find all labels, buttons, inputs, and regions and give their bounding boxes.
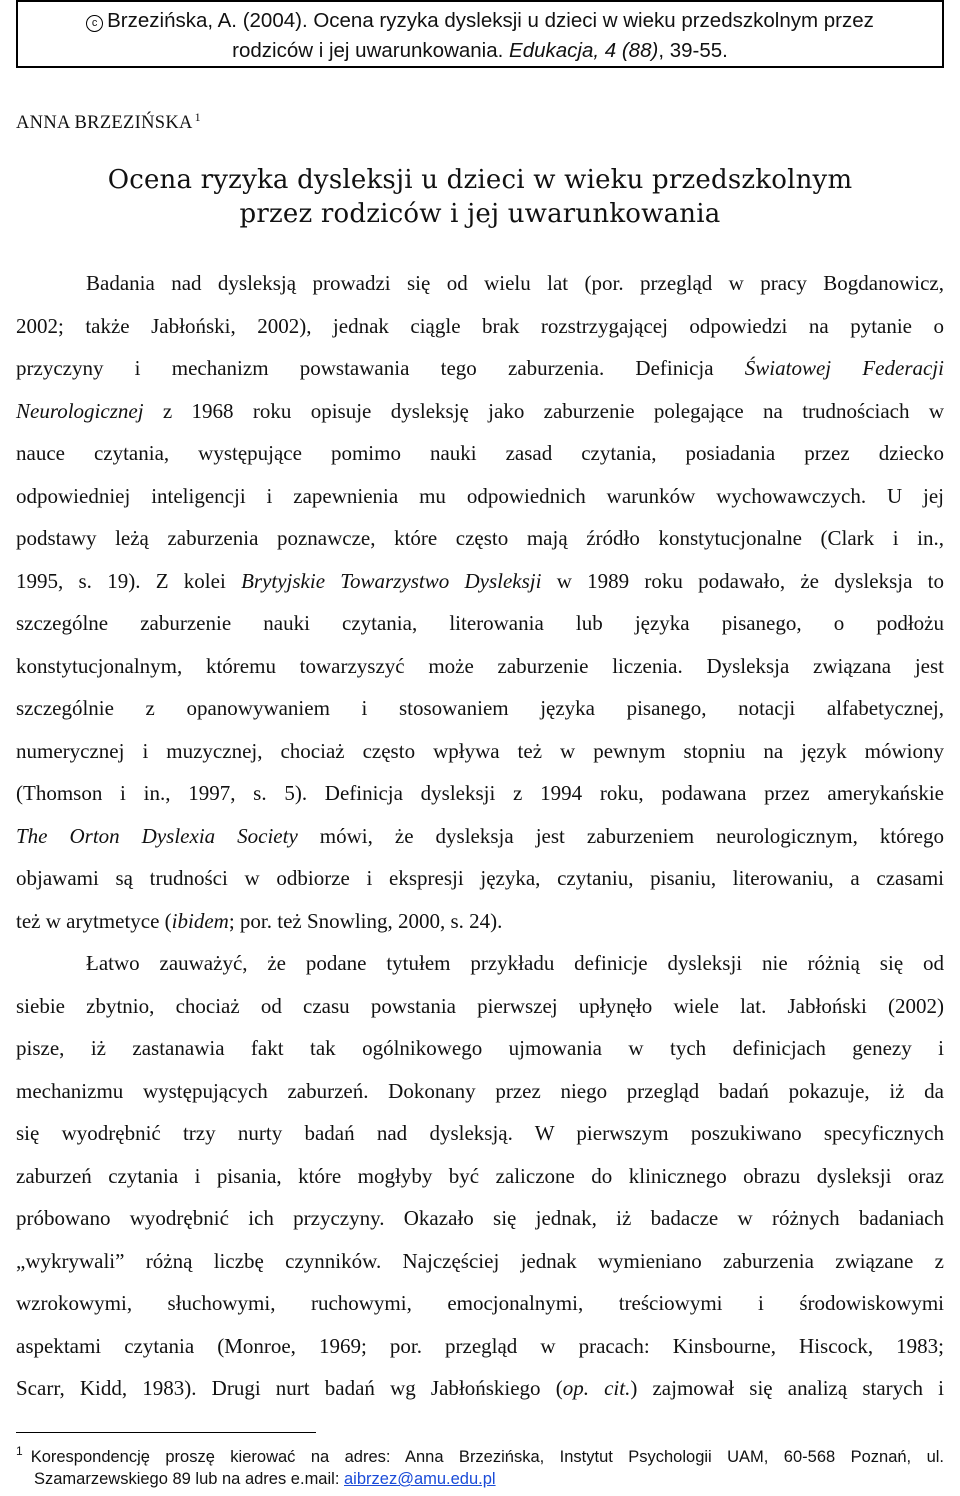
title-line-1: Ocena ryzyka dysleksji u dzieci w wieku przedszkolnym — [107, 165, 853, 196]
body-line: Łatwo zauważyć, że podane tytułem przykładu definicje dysleksji nie różnią się od — [86, 951, 944, 975]
page-title — [0, 163, 960, 231]
author-text: ANNA BRZEZIŃSKA — [16, 113, 193, 133]
body-segment: 1995, s. 19). Z kolei — [16, 568, 242, 593]
body-italic-segment: The Orton Dyslexia Society — [16, 823, 298, 848]
footnote-text-1: Korespondencję proszę kierować na adres: Anna Brzezińska, Instytut Psychologii UAM, 60-568 Poznań, ul. — [30, 1448, 944, 1466]
body-italic-segment: ibidem — [171, 908, 229, 933]
body-segment: z 1968 roku opisuje dysleksję jako zaburzenie polegające na trudnościach w — [143, 398, 944, 423]
body-line: się wyodrębnić trzy nurty badań nad dysleksją. W pierwszym poszukiwano specyficznych — [16, 1121, 944, 1145]
body-line: zaburzeń czytania i pisania, które mogłyby być zaliczone do klinicznego obrazu dysleksji oraz — [16, 1163, 944, 1188]
email-link[interactable]: aibrzez@amu.edu.pl — [344, 1470, 496, 1488]
body-italic-segment: Brytyjskie Towarzystwo Dysleksji — [241, 568, 542, 593]
footnote-divider — [16, 1432, 316, 1433]
footnote-text-2: Szamarzewskiego 89 lub na adres e.mail: — [34, 1470, 344, 1488]
body-line: siebie zbytnio, chociaż od czasu powstania pierwszej upłynęło wiele lat. Jabłoński (2002) — [16, 993, 944, 1018]
citation-line-1 — [18, 6, 942, 36]
body-line: szczególnie z opanowywaniem i stosowaniem języka pisanego, notacji alfabetycznej, — [16, 696, 944, 720]
citation-box — [16, 0, 944, 68]
citation-line-2 — [18, 36, 942, 66]
body-line: szczególne zaburzenie nauki czytania, literowania lub języka pisanego, o podłożu — [16, 611, 944, 635]
body-line — [16, 815, 944, 858]
body-segment: przyczyny i mechanizm powstawania tego zaburzenia. Definicja — [16, 356, 745, 380]
body-line: (Thomson i in., 1997, s. 5). Definicja dysleksji z 1994 roku, podawana przez amerykańskie — [16, 781, 944, 805]
body-line: numerycznej i muzycznej, chociaż często wpływa też w pewnym stopniu na język mówiony — [16, 738, 944, 763]
footnote — [16, 1440, 944, 1490]
body-line: podstawy leżą zaburzenia poznawcze, które często mają źródło konstytucjonalne (Clark i in., — [16, 526, 944, 550]
body-line — [16, 900, 944, 943]
body-segment: ) zajmował się analizą starych i — [630, 1376, 944, 1400]
body-line: pisze, iż zastanawia fakt tak ogólnikowego ujmowania w tych definicjach genezy i — [16, 1036, 944, 1060]
body-segment: Scarr, Kidd, 1983). Drugi nurt badań wg Jabłońskiego ( — [16, 1376, 563, 1400]
body-line — [16, 1367, 944, 1410]
body-line: Badania nad dysleksją prowadzi się od wielu lat (por. przegląd w pracy Bogdanowicz, — [86, 271, 944, 295]
copyright-icon: c — [86, 15, 103, 32]
body-line: nauce czytania, występujące pomimo nauki zasad czytania, posiadania przez dziecko — [16, 441, 944, 465]
body-line: próbowano wyodrębnić ich przyczyny. Okazało się jednak, iż badacze w różnych badaniach — [16, 1206, 944, 1230]
body-text — [16, 262, 944, 1410]
body-segment: też w arytmetyce ( — [16, 908, 172, 933]
author-footnote-marker[interactable]: 1 — [194, 110, 201, 124]
body-line: aspektami czytania (Monroe, 1969; por. przegląd w pracach: Kinsbourne, Hiscock, 1983; — [16, 1333, 944, 1358]
body-line — [16, 347, 944, 390]
body-italic-segment: op. cit. — [562, 1376, 631, 1400]
body-line — [16, 560, 944, 603]
footnote-marker: 1 — [16, 1444, 23, 1458]
body-line: 2002; także Jabłoński, 2002), jednak ciągle brak rozstrzygającej odpowiedzi na pytanie o — [16, 313, 944, 338]
body-italic-segment: Neurologicznej — [16, 398, 144, 423]
body-line — [16, 390, 944, 433]
citation-text-1: Brzezińska, A. (2004). Ocena ryzyka dysleksji u dzieci w wieku przedszkolnym przez — [107, 9, 874, 32]
footnote-line-2 — [16, 1468, 944, 1490]
author-name — [16, 110, 201, 134]
footnote-line-1 — [16, 1440, 944, 1468]
citation-journal: Edukacja, 4 (88) — [509, 39, 659, 62]
body-line: objawami są trudności w odbiorze i ekspresji języka, czytaniu, pisaniu, literowaniu, a czasami — [16, 866, 944, 890]
body-segment: mówi, że dysleksja jest zaburzeniem neurologicznym, którego — [297, 823, 944, 848]
body-line: konstytucjonalnym, któremu towarzyszyć może zaburzenie liczenia. Dysleksja związana jest — [16, 653, 944, 678]
body-segment: w 1989 roku podawało, że dysleksja to — [541, 568, 945, 593]
citation-text-2: rodziców i jej uwarunkowania. — [232, 39, 510, 62]
citation-pages: , 39-55. — [658, 39, 728, 62]
body-line: „wykrywali” różną liczbę czynników. Najczęściej jednak wymieniano zaburzenia związane z — [16, 1248, 944, 1273]
body-line: mechanizmu występujących zaburzeń. Dokonany przez niego przegląd badań pokazuje, iż da — [16, 1078, 944, 1103]
body-line: odpowiedniej inteligencji i zapewnienia mu odpowiednich warunków wychowawczych. U jej — [16, 483, 944, 508]
body-italic-segment: Światowej Federacji — [744, 356, 944, 380]
body-line: wzrokowymi, słuchowymi, ruchowymi, emocjonalnymi, treściowymi i środowiskowymi — [16, 1291, 944, 1315]
title-line-2: przez rodziców i jej uwarunkowania — [239, 199, 721, 230]
body-segment: ; por. też Snowling, 2000, s. 24). — [228, 908, 503, 933]
